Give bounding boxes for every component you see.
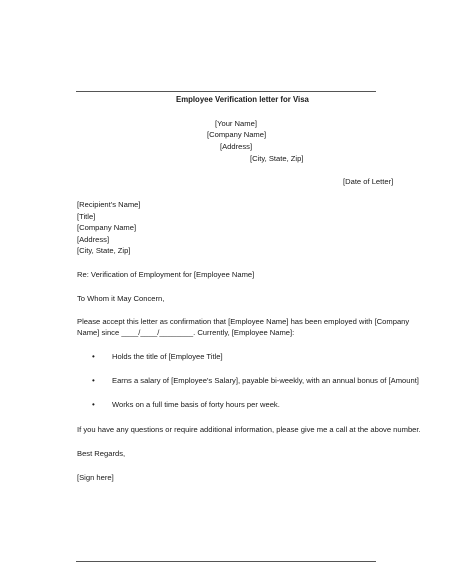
bullet-marker: • bbox=[92, 376, 95, 385]
bullet-marker: • bbox=[92, 352, 95, 361]
body-line-2: Name] since ____/____/________. Currently, [Employee Name]: bbox=[77, 328, 295, 337]
recipient-company: [Company Name] bbox=[77, 223, 137, 232]
top-rule bbox=[76, 91, 376, 92]
sender-address: [Address] bbox=[220, 142, 253, 151]
recipient-title: [Title] bbox=[77, 212, 96, 221]
sign-off: Best Regards, bbox=[77, 449, 126, 458]
salutation: To Whom it May Concern, bbox=[77, 294, 165, 303]
bullet-item-hours: Works on a full time basis of forty hours per week. bbox=[112, 400, 280, 409]
recipient-name: [Recipient's Name] bbox=[77, 200, 141, 209]
bullet-marker: • bbox=[92, 400, 95, 409]
sender-name: [Your Name] bbox=[215, 119, 257, 128]
bullet-item-title: Holds the title of [Employee Title] bbox=[112, 352, 223, 361]
signature-placeholder: [Sign here] bbox=[77, 473, 114, 482]
letter-title: Employee Verification letter for Visa bbox=[176, 95, 309, 104]
recipient-address: [Address] bbox=[77, 235, 110, 244]
sender-city: [City, State, Zip] bbox=[250, 154, 304, 163]
letter-date: [Date of Letter] bbox=[343, 177, 394, 186]
bullet-item-salary: Earns a salary of [Employee's Salary], payable bi-weekly, with an annual bonus of [Amount] bbox=[112, 376, 419, 385]
subject-line: Re: Verification of Employment for [Employee Name] bbox=[77, 270, 255, 279]
recipient-city: [City, State, Zip] bbox=[77, 246, 131, 255]
closing-paragraph: If you have any questions or require additional information, please give me a call at the above number. bbox=[77, 425, 421, 434]
bottom-rule bbox=[76, 561, 376, 562]
body-line-1: Please accept this letter as confirmation that [Employee Name] has been employed with [Company bbox=[77, 317, 410, 326]
sender-company: [Company Name] bbox=[207, 130, 267, 139]
